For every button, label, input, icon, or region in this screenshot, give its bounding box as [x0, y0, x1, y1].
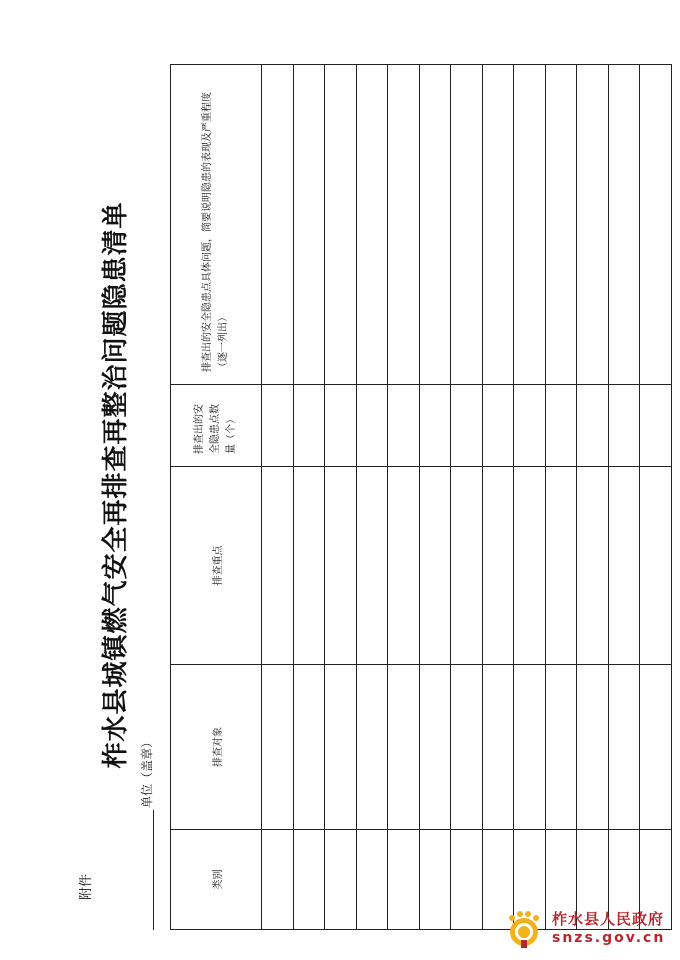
table-cell — [608, 467, 640, 665]
table-body — [262, 65, 672, 930]
table-cell — [482, 385, 514, 467]
table-cell — [356, 830, 388, 930]
table-cell — [545, 65, 577, 385]
gov-watermark — [500, 906, 670, 954]
table-cell — [482, 467, 514, 665]
table-row — [419, 65, 451, 930]
table-cell — [356, 665, 388, 830]
table-cell — [545, 467, 577, 665]
watermark-site-name: 柞水县人民政府 — [552, 910, 665, 928]
table-cell — [356, 467, 388, 665]
table-cell — [293, 385, 325, 467]
table-row — [451, 65, 483, 930]
table-row — [577, 65, 609, 930]
table-cell — [451, 830, 483, 930]
table-cell — [388, 385, 420, 467]
table-cell — [514, 665, 546, 830]
table-cell — [482, 665, 514, 830]
table-cell — [640, 65, 672, 385]
table-cell — [325, 830, 357, 930]
table-row — [482, 65, 514, 930]
table-cell — [640, 665, 672, 830]
table-cell — [577, 65, 609, 385]
table-cell — [262, 665, 294, 830]
header-inspection-object: 排查对象 — [171, 665, 262, 830]
hazard-list-table — [170, 64, 672, 930]
table-cell — [388, 65, 420, 385]
table-cell — [388, 665, 420, 830]
table-cell — [388, 830, 420, 930]
table-cell — [608, 65, 640, 385]
table-row — [262, 65, 294, 930]
table-header-row — [171, 65, 262, 930]
header-inspection-focus: 排查重点 — [171, 467, 262, 665]
table-cell — [325, 65, 357, 385]
table-row — [356, 65, 388, 930]
table-cell — [545, 665, 577, 830]
table-cell — [419, 385, 451, 467]
attachment-label: 附件 — [79, 873, 94, 900]
document-title: 柞水县城镇燃气安全再排查再整治问题隐患清单 — [101, 201, 131, 769]
table-cell — [325, 385, 357, 467]
table-cell — [577, 665, 609, 830]
table-cell — [608, 385, 640, 467]
table-cell — [293, 467, 325, 665]
table-cell — [356, 385, 388, 467]
table-cell — [451, 467, 483, 665]
table-cell — [451, 65, 483, 385]
header-hazard-count: 排查出的安全隐患点数量（个） — [171, 385, 262, 467]
table-row — [325, 65, 357, 930]
table-cell — [577, 467, 609, 665]
table-cell — [419, 830, 451, 930]
table-cell — [293, 830, 325, 930]
table-cell — [577, 385, 609, 467]
table-cell — [262, 65, 294, 385]
table-cell — [325, 467, 357, 665]
header-hazard-details: 排查出的安全隐患点具体问题，简要说明隐患的表现及严重程度（逐一列出） — [171, 65, 262, 385]
table-row — [545, 65, 577, 930]
table-cell — [293, 65, 325, 385]
table-cell — [325, 665, 357, 830]
table-cell — [293, 665, 325, 830]
table-cell — [514, 385, 546, 467]
header-category: 类别 — [171, 830, 262, 930]
table-cell — [419, 65, 451, 385]
table-cell — [419, 665, 451, 830]
table-row — [514, 65, 546, 930]
table-cell — [262, 467, 294, 665]
table-cell — [640, 467, 672, 665]
table-cell — [419, 467, 451, 665]
table-cell — [262, 830, 294, 930]
table-cell — [608, 665, 640, 830]
table-cell — [356, 65, 388, 385]
table-cell — [640, 385, 672, 467]
table-cell — [388, 467, 420, 665]
rotated-document — [40, 40, 580, 930]
table-row — [608, 65, 640, 930]
unit-signature-line — [137, 810, 154, 930]
watermark-domain: snzs.gov.cn — [552, 930, 666, 946]
table-cell — [514, 65, 546, 385]
table-cell — [451, 665, 483, 830]
table-cell — [514, 467, 546, 665]
table-row — [388, 65, 420, 930]
unit-stamp-label: 单位（盖章） — [140, 735, 154, 808]
table-row — [640, 65, 672, 930]
government-emblem-icon — [504, 910, 544, 950]
table-cell — [262, 385, 294, 467]
table-row — [293, 65, 325, 930]
table-cell — [545, 385, 577, 467]
table-cell — [482, 65, 514, 385]
table-cell — [451, 385, 483, 467]
